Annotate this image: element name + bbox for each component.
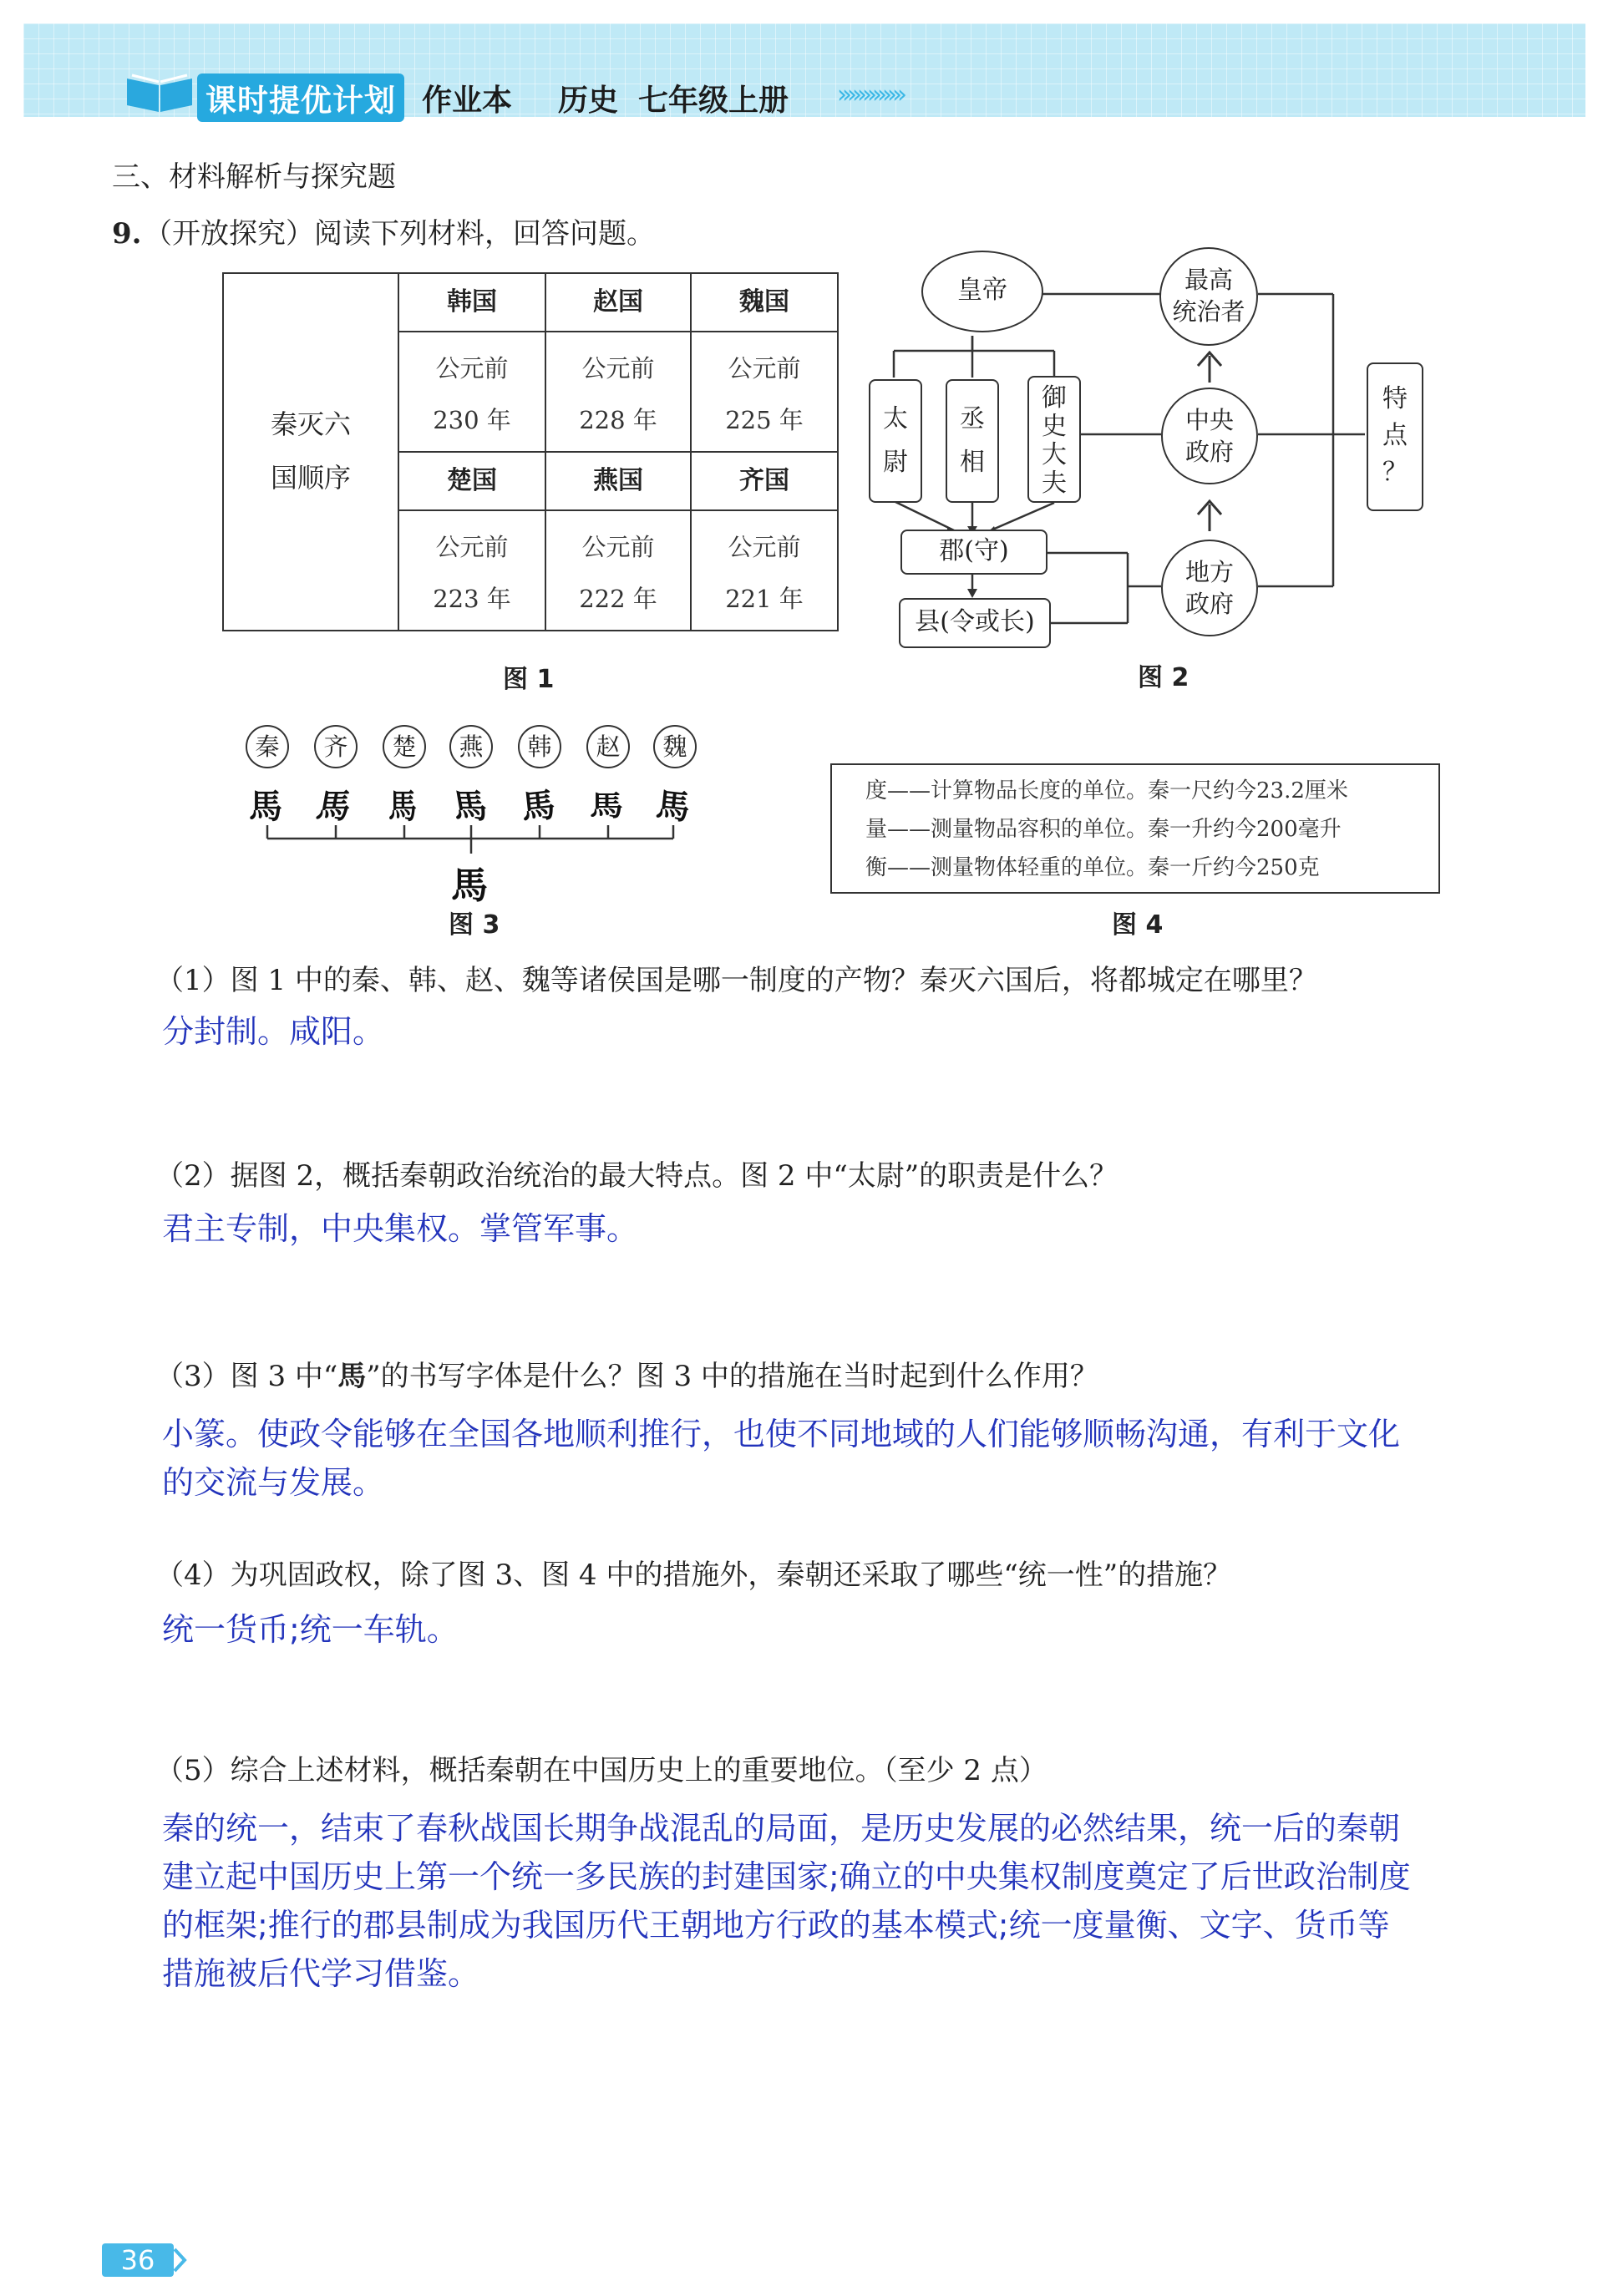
seal-glyph: 馬 [590, 789, 623, 824]
seal-glyph: 馬 [449, 788, 490, 826]
fig3-caption: 图 3 [449, 910, 500, 940]
subquestion-1: （1）图 1 中的秦、韩、赵、魏等诸侯国是哪一制度的产物？秦灭六国后，将都城定在哪里？ [155, 964, 1317, 997]
answer-5: 措施被后代学习借鉴。 [162, 1955, 480, 1992]
state-year-cell: 公元前 230 年 [398, 331, 546, 453]
question-prompt: （开放探究）阅读下列材料，回答问题。 [144, 217, 655, 251]
state-circle: 赵 [586, 725, 630, 768]
answer-5: 的框架;推行的郡县制成为我国历代王朝地方行政的基本模式;统一度量衡、文字、货币等 [162, 1907, 1390, 1944]
emperor-node: 皇帝 [921, 251, 1043, 332]
fig4-line: 衡——测量物体轻重的单位。秦一斤约今250克 [865, 855, 1320, 880]
fig2-caption: 图 2 [1138, 663, 1190, 692]
state-circle: 齐 [314, 725, 358, 768]
table-row-header [222, 272, 399, 631]
answer-2: 君主专制，中央集权。掌管军事。 [162, 1210, 639, 1247]
grade: 七年级上册 [638, 84, 789, 118]
subquestion-5: （5）综合上述材料，概括秦朝在中国历史上的重要地位。（至少 2 点） [155, 1754, 1047, 1787]
state-name-cell: 韩国 [398, 272, 546, 332]
subquestion-3: （3）图 3 中“馬”的书写字体是什么？图 3 中的措施在当时起到什么作用？ [155, 1360, 1098, 1393]
chevron-decoration-icon: ››››››››››››› [837, 80, 902, 109]
unified-seal-glyph: 馬 [451, 864, 488, 907]
subject: 历史 [558, 84, 619, 118]
state-circle: 韩 [518, 725, 561, 768]
answer-5: 建立起中国历史上第一个统一多民族的封建国家;确立的中央集权制度奠定了后世政治制度 [162, 1858, 1411, 1895]
seal-glyph: 馬 [313, 788, 354, 826]
seal-glyph: 馬 [654, 786, 692, 828]
supreme-ruler-node: 最高 统治者 [1159, 247, 1258, 346]
xian-node: 县(令或长) [899, 598, 1051, 648]
answer-3: 的交流与发展。 [162, 1464, 385, 1501]
book-icon [124, 70, 195, 114]
feature-node: 特 点 ？ [1367, 362, 1423, 511]
section-title: 三、材料解析与探究题 [112, 160, 396, 194]
state-name-cell: 赵国 [545, 272, 692, 332]
answer-1: 分封制。咸阳。 [162, 1013, 385, 1050]
state-circle: 魏 [653, 725, 697, 768]
state-year-cell: 公元前 225 年 [690, 331, 839, 453]
state-year-cell: 公元前 223 年 [398, 509, 546, 631]
state-name-cell: 齐国 [690, 451, 839, 511]
seal-glyph: 馬 [520, 786, 557, 828]
seal-glyph: 馬 [249, 788, 282, 826]
page-number: 36 [102, 2243, 174, 2277]
state-name-cell: 燕国 [545, 451, 692, 511]
page-chevron-icon [172, 2247, 189, 2273]
fig1-caption: 图 1 [503, 665, 555, 694]
taiwei-node: 太 尉 [869, 379, 922, 503]
yushi-dafu-node: 御 史 大 夫 [1027, 376, 1081, 503]
answer-3: 小篆。使政令能够在全国各地顺利推行，也使不同地域的人们能够顺畅沟通，有利于文化 [162, 1416, 1401, 1452]
state-year-cell: 公元前 228 年 [545, 331, 692, 453]
book-type: 作业本 [422, 84, 513, 118]
subquestion-4: （4）为巩固政权，除了图 3、图 4 中的措施外，秦朝还采取了哪些“统一性”的措施？ [155, 1559, 1232, 1592]
state-year-cell: 公元前 222 年 [545, 509, 692, 631]
jun-node: 郡(守) [900, 530, 1047, 575]
seal-glyph: 馬 [388, 788, 417, 826]
answer-4: 统一货币;统一车轨。 [162, 1611, 459, 1648]
question-number: 9. [112, 217, 142, 251]
fig3-bracket [259, 822, 685, 855]
state-circle: 燕 [449, 725, 493, 768]
fig4-line: 度——计算物品长度的单位。秦一尺约今23.2厘米 [865, 778, 1348, 803]
fig4-box [830, 763, 1440, 894]
central-government-node: 中央 政府 [1161, 388, 1258, 484]
row-header-line1: 秦灭六 [270, 408, 351, 440]
chengxiang-node: 丞 相 [946, 379, 999, 503]
state-name-cell: 楚国 [398, 451, 546, 511]
answer-5: 秦的统一，结束了春秋战国长期争战混乱的局面，是历史发展的必然结果，统一后的秦朝 [162, 1810, 1401, 1847]
subquestion-2: （2）据图 2，概括秦朝政治统治的最大特点。图 2 中“太尉”的职责是什么？ [155, 1159, 1118, 1193]
row-header-line2: 国顺序 [270, 462, 351, 494]
state-circle: 楚 [383, 725, 426, 768]
fig4-line: 量——测量物品容积的单位。秦一升约今200毫升 [865, 817, 1342, 842]
local-government-node: 地方 政府 [1161, 540, 1258, 636]
brand-label: 课时提优计划 [197, 73, 404, 122]
fig4-caption: 图 4 [1112, 910, 1164, 940]
seal-glyph-inline: 馬 [337, 1360, 367, 1393]
state-year-cell: 公元前 221 年 [690, 509, 839, 631]
fig1-table [222, 272, 839, 631]
state-name-cell: 魏国 [690, 272, 839, 332]
state-circle: 秦 [246, 725, 289, 768]
